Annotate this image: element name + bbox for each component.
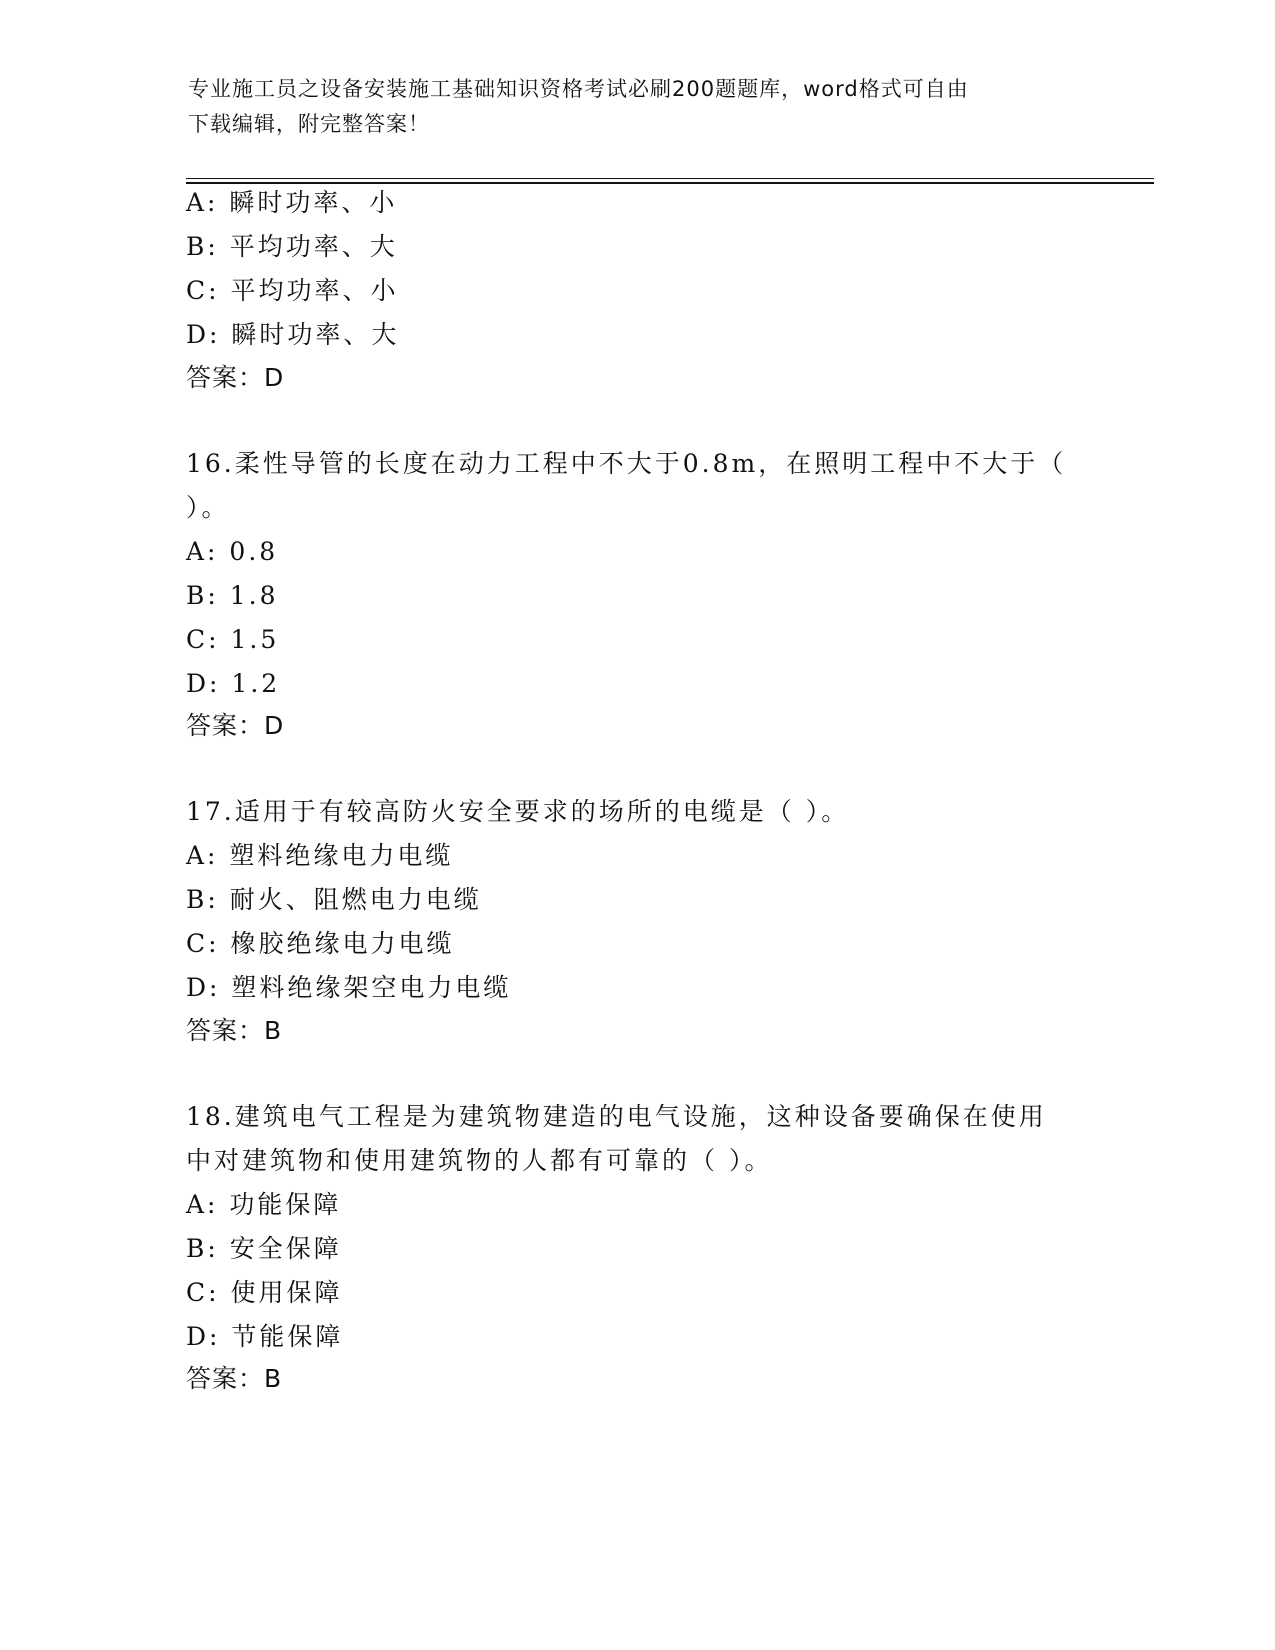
q16-answer: 答案：D (186, 711, 285, 740)
q17-stem-line-1: 17.适用于有较高防火安全要求的场所的电缆是（ ）。 (186, 797, 850, 826)
q16-option-a: A: 0.8 (186, 537, 279, 566)
q18-option-b: B: 安全保障 (186, 1234, 342, 1263)
q15-option-d: D: 瞬时功率、大 (186, 320, 400, 349)
q18-stem-line-1: 18.建筑电气工程是为建筑物建造的电气设施，这种设备要确保在使用 (186, 1102, 1047, 1131)
header-title-line-2: 下载编辑，附完整答案！ (188, 112, 430, 136)
q16-stem-line-1: 16.柔性导管的长度在动力工程中不大于0.8m，在照明工程中不大于（ (186, 449, 1067, 478)
q15-answer: 答案：D (186, 363, 285, 392)
q17-answer: 答案：B (186, 1016, 283, 1045)
header-title-line-1: 专业施工员之设备安装施工基础知识资格考试必刷200题题库，word格式可自由 (188, 77, 969, 101)
q18-stem-line-2: 中对建筑物和使用建筑物的人都有可靠的（ ）。 (186, 1146, 773, 1175)
q18-option-d: D: 节能保障 (186, 1322, 344, 1351)
q16-stem-line-2: ）。 (186, 493, 230, 522)
q16-option-b: B: 1.8 (186, 581, 279, 610)
q18-option-c: C: 使用保障 (186, 1278, 343, 1307)
q16-option-c: C: 1.5 (186, 625, 280, 654)
q18-option-a: A: 功能保障 (186, 1190, 342, 1219)
q17-option-a: A: 塑料绝缘电力电缆 (186, 841, 454, 870)
q15-option-c: C: 平均功率、小 (186, 276, 399, 305)
q16-option-d: D: 1.2 (186, 669, 281, 698)
q18-answer: 答案：B (186, 1364, 283, 1393)
q15-option-a: A: 瞬时功率、小 (186, 188, 398, 217)
header-divider-thick (186, 182, 1154, 184)
q17-option-c: C: 橡胶绝缘电力电缆 (186, 929, 455, 958)
q15-option-b: B: 平均功率、大 (186, 232, 398, 261)
header-divider-thin (186, 178, 1154, 179)
q17-option-b: B: 耐火、阻燃电力电缆 (186, 885, 482, 914)
document-header (188, 72, 1068, 142)
q17-option-d: D: 塑料绝缘架空电力电缆 (186, 973, 512, 1002)
